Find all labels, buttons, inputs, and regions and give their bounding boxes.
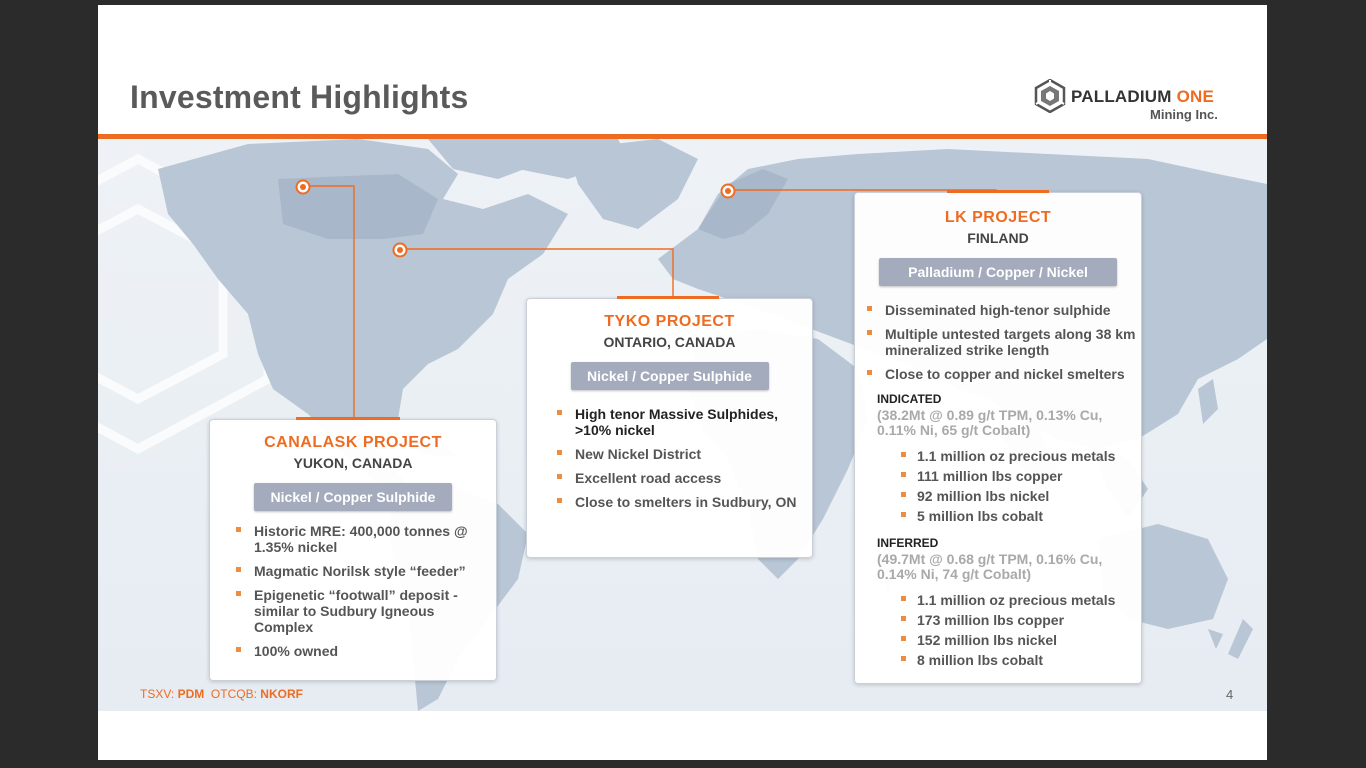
lk-commodity-badge: Palladium / Copper / Nickel — [879, 258, 1117, 286]
inferred-detail: (49.7Mt @ 0.68 g/t TPM, 0.16% Cu, 0.14% Ni, 74 g/t Cobalt) — [877, 551, 1103, 582]
page-title: Investment Highlights — [130, 79, 469, 115]
list-item: 1.1 million oz precious metals — [897, 448, 1137, 464]
tyko-commodity-badge: Nickel / Copper Sulphide — [571, 362, 769, 390]
list-item: Excellent road access — [553, 470, 798, 486]
list-item: Close to copper and nickel smelters — [863, 366, 1137, 382]
lk-project-card — [854, 192, 1142, 684]
list-item: 152 million lbs nickel — [897, 632, 1137, 648]
indicated-detail: (38.2Mt @ 0.89 g/t TPM, 0.13% Cu, 0.11% Ni, 65 g/t Cobalt) — [877, 407, 1103, 438]
palladium-one-logo-icon — [1033, 79, 1067, 113]
indicated-heading: INDICATED — [877, 392, 942, 406]
list-item: Close to smelters in Sudbury, ON — [553, 494, 798, 510]
list-item: High tenor Massive Sulphides, >10% nickel — [553, 406, 798, 438]
footer-band — [98, 711, 1267, 760]
list-item: 92 million lbs nickel — [897, 488, 1137, 504]
canalask-bullet-list — [232, 523, 482, 659]
lk-location: FINLAND — [967, 230, 1029, 246]
list-item: Disseminated high-tenor sulphide — [863, 302, 1137, 318]
lk-marker-icon — [722, 185, 735, 198]
logo-tagline: Mining Inc. — [1150, 107, 1218, 122]
tyko-location: ONTARIO, CANADA — [603, 334, 736, 350]
indicated-list — [897, 448, 1137, 524]
page-number: 4 — [1226, 687, 1234, 702]
list-item: 111 million lbs copper — [897, 468, 1137, 484]
logo-wordmark: PALLADIUM ONE — [1071, 87, 1215, 106]
list-item: 8 million lbs cobalt — [897, 652, 1137, 668]
card-accent-bar — [947, 190, 1049, 193]
tyko-marker-icon — [394, 244, 407, 257]
list-item: 5 million lbs cobalt — [897, 508, 1137, 524]
list-item: New Nickel District — [553, 446, 798, 462]
tyko-project-card — [526, 298, 813, 558]
slide — [98, 5, 1267, 760]
canalask-title: CANALASK PROJECT — [264, 434, 442, 451]
card-accent-bar — [296, 417, 400, 420]
list-item: Historic MRE: 400,000 tonnes @ 1.35% nickel — [232, 523, 482, 555]
tyko-bullet-list — [553, 406, 798, 510]
list-item: Magmatic Norilsk style “feeder” — [232, 563, 482, 579]
company-logo — [1033, 79, 1233, 123]
lk-bullet-list — [863, 302, 1137, 382]
list-item: 1.1 million oz precious metals — [897, 592, 1137, 608]
inferred-list — [897, 592, 1137, 668]
list-item: Multiple untested targets along 38 km mineralized strike length — [863, 326, 1137, 358]
lk-title: LK PROJECT — [944, 209, 1052, 226]
list-item: 100% owned — [232, 643, 482, 659]
tyko-title: TYKO PROJECT — [604, 313, 735, 330]
canalask-location: YUKON, CANADA — [293, 455, 413, 471]
list-item: Epigenetic “footwall” deposit - similar to Sudbury Igneous Complex — [232, 587, 482, 635]
list-item: 173 million lbs copper — [897, 612, 1137, 628]
canalask-marker-icon — [297, 181, 310, 194]
card-accent-bar — [617, 296, 719, 299]
canalask-project-card — [209, 419, 497, 681]
canalask-commodity-badge: Nickel / Copper Sulphide — [254, 483, 452, 511]
ticker-symbols: TSXV: PDM OTCQB: NKORF — [140, 687, 303, 701]
inferred-heading: INFERRED — [877, 536, 939, 550]
